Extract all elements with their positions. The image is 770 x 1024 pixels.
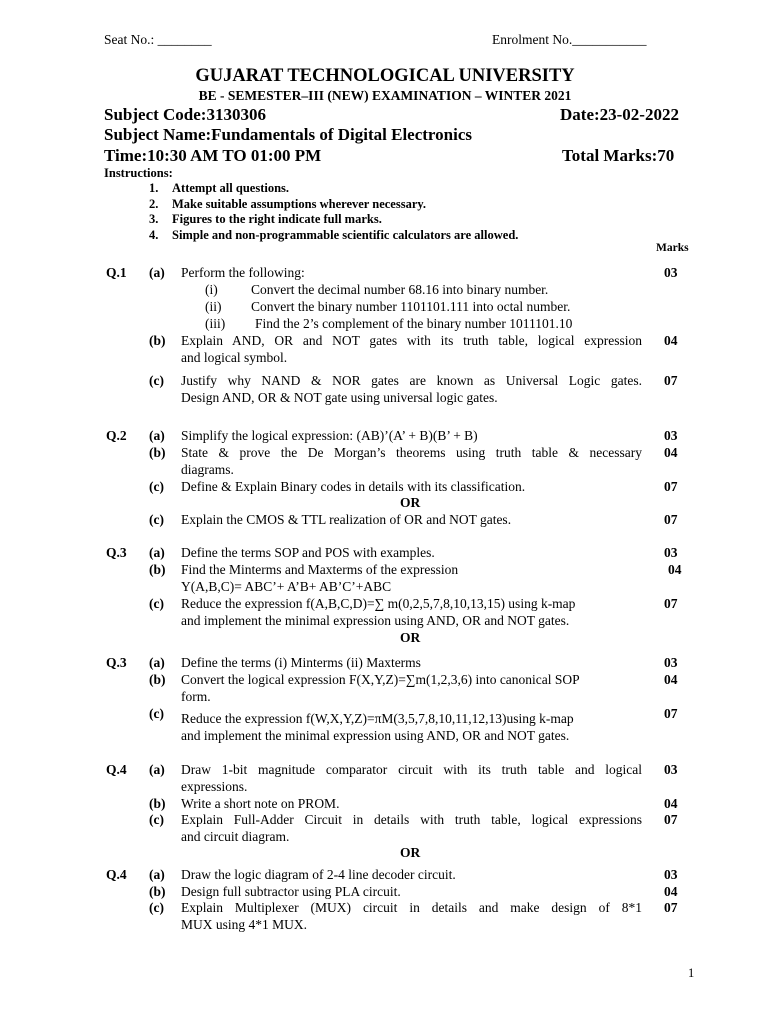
total-marks: Total Marks:70 bbox=[562, 146, 675, 165]
page-number: 1 bbox=[688, 966, 695, 980]
question-text: Y(A,B,C)= ABC’+ A’B+ AB’C’+ABC bbox=[181, 579, 392, 594]
marks-value: 04 bbox=[668, 562, 682, 577]
instruction-num: 2. bbox=[149, 197, 159, 211]
or-divider: OR bbox=[400, 845, 421, 860]
question-text: expressions. bbox=[181, 779, 248, 794]
subject-code: Subject Code:3130306 bbox=[104, 105, 266, 124]
part-label: (c) bbox=[149, 596, 164, 611]
exam-time: Time:10:30 AM TO 01:00 PM bbox=[104, 146, 322, 165]
instruction-num: 4. bbox=[149, 228, 159, 242]
part-label: (b) bbox=[149, 672, 166, 687]
part-label: (c) bbox=[149, 479, 164, 494]
question-number: Q.3 bbox=[106, 655, 127, 670]
question-number: Q.3 bbox=[106, 545, 127, 560]
part-label: (a) bbox=[149, 265, 165, 280]
question-text: Design full subtractor using PLA circuit. bbox=[181, 884, 401, 899]
instruction-text: Simple and non-programmable scientific calculators are allowed. bbox=[172, 228, 519, 242]
question-text: form. bbox=[181, 689, 211, 704]
instruction-text: Make suitable assumptions wherever necessary. bbox=[172, 197, 427, 211]
question-number: Q.1 bbox=[106, 265, 127, 280]
marks-value: 07 bbox=[664, 900, 678, 915]
question-text: Write a short note on PROM. bbox=[181, 796, 340, 811]
marks-value: 04 bbox=[664, 333, 678, 348]
question-text: Define & Explain Binary codes in details with its classification. bbox=[181, 479, 526, 494]
question-text: Reduce the expression f(A,B,C,D)=∑ m(0,2,5,7,8,10,13,15) using k-map bbox=[181, 596, 576, 611]
part-label: (c) bbox=[149, 512, 164, 527]
question-text: Explain the CMOS & TTL realization of OR and NOT gates. bbox=[181, 512, 512, 527]
instruction-text: Figures to the right indicate full marks. bbox=[172, 212, 382, 226]
question-text: Explain Full-Adder Circuit in details with truth table, logical expressions bbox=[181, 812, 642, 827]
part-label: (b) bbox=[149, 333, 166, 348]
instructions-heading: Instructions: bbox=[104, 166, 173, 180]
marks-value: 04 bbox=[664, 884, 678, 899]
part-label: (a) bbox=[149, 428, 165, 443]
part-label: (a) bbox=[149, 655, 165, 670]
question-number: Q.4 bbox=[106, 762, 127, 777]
part-label: (b) bbox=[149, 445, 166, 460]
part-label: (b) bbox=[149, 562, 166, 577]
part-label: (c) bbox=[149, 373, 164, 388]
marks-value: 07 bbox=[664, 596, 678, 611]
part-label: (c) bbox=[149, 706, 164, 721]
enrolment-no: Enrolment No.___________ bbox=[492, 32, 647, 47]
marks-value: 07 bbox=[664, 706, 678, 721]
marks-value: 07 bbox=[664, 512, 678, 527]
question-text: Justify why NAND & NOR gates are known as Universal Logic gates. bbox=[181, 373, 642, 388]
instruction-num: 1. bbox=[149, 181, 159, 195]
exam-line: BE - SEMESTER–III (NEW) EXAMINATION – WINTER 2021 bbox=[198, 88, 572, 103]
question-text: Define the terms SOP and POS with examples. bbox=[181, 545, 435, 560]
marks-value: 03 bbox=[664, 545, 678, 560]
question-text: Reduce the expression f(W,X,Y,Z)=πM(3,5,7,8,10,11,12,13)using k-map bbox=[181, 711, 574, 726]
marks-value: 04 bbox=[664, 796, 678, 811]
instruction-text: Attempt all questions. bbox=[172, 181, 290, 195]
or-divider: OR bbox=[400, 495, 421, 510]
question-text: Define the terms (i) Minterms (ii) Maxterms bbox=[181, 655, 421, 670]
question-text: State & prove the De Morgan’s theorems using truth table & necessary bbox=[181, 445, 642, 460]
question-text: Simplify the logical expression: (AB)’(A’ + B)(B’ + B) bbox=[181, 428, 478, 443]
question-text: Explain AND, OR and NOT gates with its truth table, logical expression bbox=[181, 333, 642, 348]
question-text: Design AND, OR & NOT gate using universal logic gates. bbox=[181, 390, 498, 405]
marks-heading: Marks bbox=[656, 242, 689, 254]
question-text: and implement the minimal expression using AND, OR and NOT gates. bbox=[181, 728, 570, 743]
question-text: Perform the following: bbox=[181, 265, 305, 280]
sub-text: Convert the binary number 1101101.111 into octal number. bbox=[251, 299, 571, 314]
part-label: (a) bbox=[149, 545, 165, 560]
or-divider: OR bbox=[400, 630, 421, 645]
subject-name: Subject Name:Fundamentals of Digital Electronics bbox=[104, 125, 472, 144]
part-label: (c) bbox=[149, 900, 164, 915]
question-text: and implement the minimal expression using AND, OR and NOT gates. bbox=[181, 613, 570, 628]
part-label: (b) bbox=[149, 884, 166, 899]
marks-value: 03 bbox=[664, 867, 678, 882]
marks-value: 07 bbox=[664, 373, 678, 388]
question-text: Explain Multiplexer (MUX) circuit in details and make design of 8*1 bbox=[181, 900, 642, 915]
question-text: Find the Minterms and Maxterms of the expression bbox=[181, 562, 459, 577]
part-label: (c) bbox=[149, 812, 164, 827]
sub-num: (iii) bbox=[205, 316, 226, 331]
question-text: and logical symbol. bbox=[181, 350, 288, 365]
marks-value: 04 bbox=[664, 445, 678, 460]
part-label: (a) bbox=[149, 762, 165, 777]
sub-text: Find the 2’s complement of the binary number 1011101.10 bbox=[255, 316, 573, 331]
marks-value: 03 bbox=[664, 265, 678, 280]
question-text: MUX using 4*1 MUX. bbox=[181, 917, 308, 932]
sub-text: Convert the decimal number 68.16 into binary number. bbox=[251, 282, 549, 297]
question-text: Draw 1-bit magnitude comparator circuit with its truth table and logical bbox=[181, 762, 642, 777]
part-label: (b) bbox=[149, 796, 166, 811]
marks-value: 03 bbox=[664, 428, 678, 443]
sub-num: (i) bbox=[205, 282, 218, 297]
marks-value: 03 bbox=[664, 655, 678, 670]
university-title: GUJARAT TECHNOLOGICAL UNIVERSITY bbox=[195, 66, 575, 86]
question-number: Q.2 bbox=[106, 428, 127, 443]
marks-value: 04 bbox=[664, 672, 678, 687]
part-label: (a) bbox=[149, 867, 165, 882]
seat-no: Seat No.: ________ bbox=[104, 32, 212, 47]
marks-value: 07 bbox=[664, 812, 678, 827]
marks-value: 03 bbox=[664, 762, 678, 777]
question-text: Draw the logic diagram of 2-4 line decoder circuit. bbox=[181, 867, 456, 882]
question-text: Convert the logical expression F(X,Y,Z)=∑m(1,2,3,6) into canonical SOP bbox=[181, 672, 580, 687]
question-text: diagrams. bbox=[181, 462, 234, 477]
marks-value: 07 bbox=[664, 479, 678, 494]
instruction-num: 3. bbox=[149, 212, 159, 226]
sub-num: (ii) bbox=[205, 299, 222, 314]
question-text: and circuit diagram. bbox=[181, 829, 290, 844]
question-number: Q.4 bbox=[106, 867, 127, 882]
exam-date: Date:23-02-2022 bbox=[560, 105, 679, 124]
